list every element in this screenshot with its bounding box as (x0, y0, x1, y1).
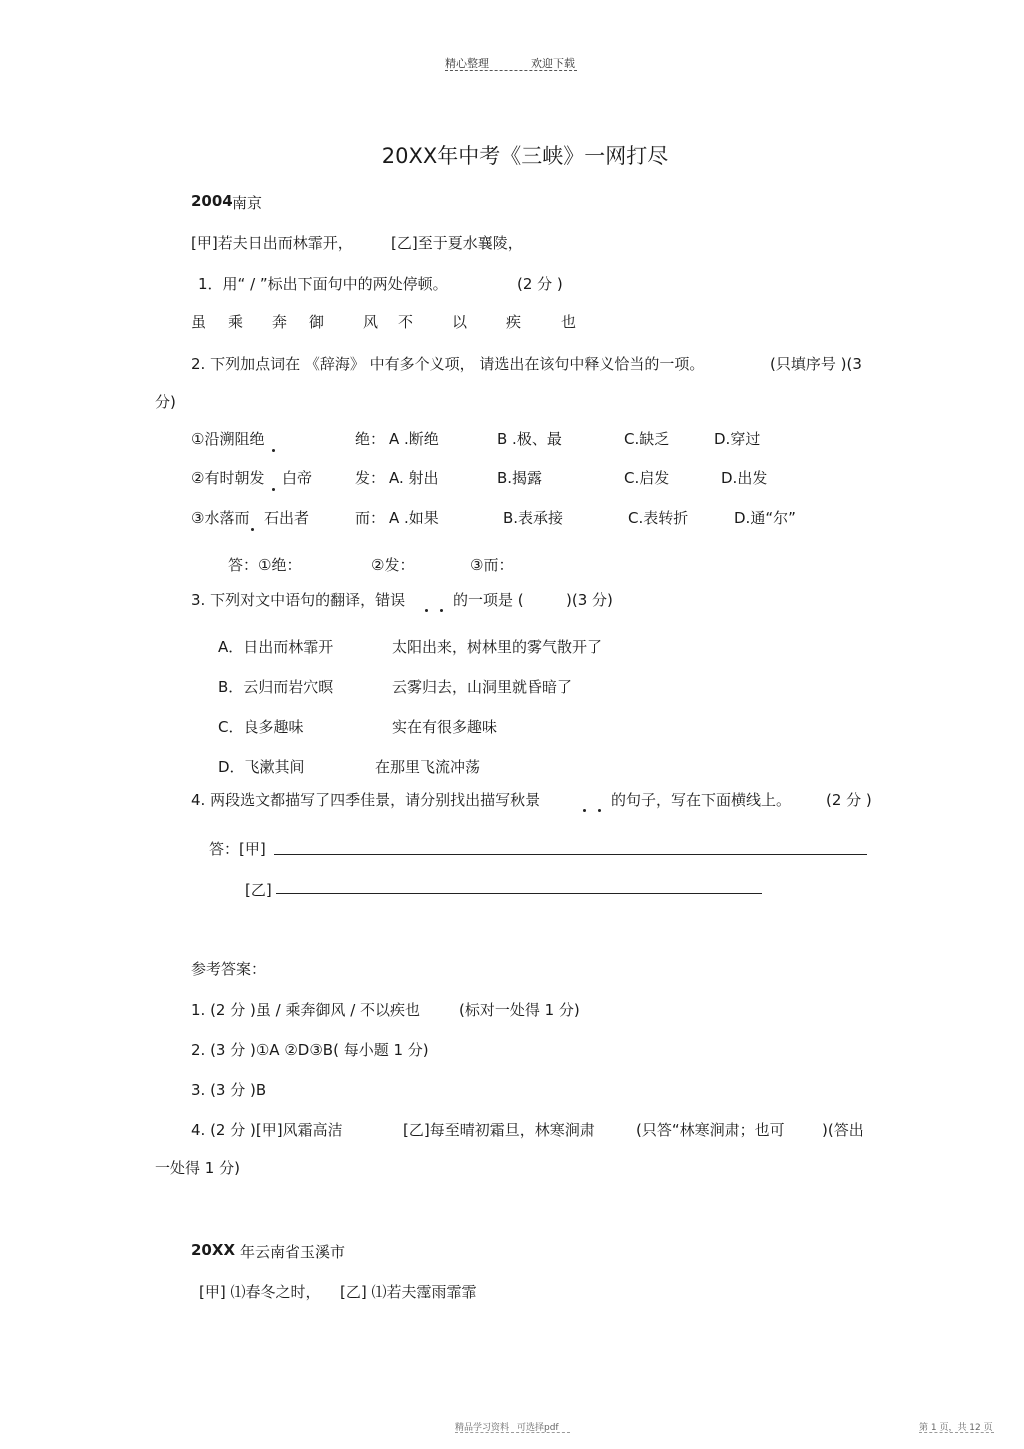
header-left: 精心整理 (445, 57, 489, 70)
q1-char: 乘 (228, 313, 244, 331)
page-title: 20XX年中考《三峡》一网打尽 (381, 144, 669, 168)
q2-row2-b: B.揭露 (497, 469, 543, 487)
header-divider (445, 70, 577, 71)
q4-text-cont: 的句子，写在下面横线上。 (611, 791, 792, 809)
section2-place: 年云南省玉溪市 (240, 1243, 346, 1261)
footer-left: 精品学习资料 (455, 1423, 510, 1433)
q2-row2-phrase: ②有时朝发 (191, 469, 265, 487)
emphasis-dot (598, 809, 601, 812)
emphasis-dot (440, 609, 443, 612)
answer-4-cont: 一处得 1 分) (155, 1159, 240, 1177)
q2-row3-b: B.表承接 (503, 509, 564, 527)
q2-row2-d: D.出发 (721, 469, 768, 487)
q4-answer-b-label: [乙] (245, 881, 272, 899)
answers-heading: 参考答案： (191, 960, 267, 978)
answer-1: 1. (2 分 )虽 / 乘奔御风 / 不以疾也 (191, 1001, 421, 1019)
emphasis-dot (425, 609, 428, 612)
q3-option-b-trans: 云雾归去，山洞里就昏暗了 (392, 678, 573, 696)
answer-4-d: )(答出 (822, 1121, 864, 1139)
q2-row2-phrase-cont: 白帝 (282, 469, 313, 487)
q1-char: 疾 (506, 313, 522, 331)
q2-row1-c: C.缺乏 (624, 430, 670, 448)
q3-option-c-trans: 实在有很多趣味 (392, 718, 498, 736)
q2-row1-b: B .极、最 (497, 430, 562, 448)
answer-line-a[interactable] (274, 854, 867, 855)
q4-score: (2 分 ) (826, 791, 872, 809)
q3-option-a: A．日出而林霏开 (218, 638, 334, 656)
answer-3: 3. (3 分 )B (191, 1081, 267, 1099)
footer-mid: 可选择pdf (517, 1423, 559, 1433)
q2-row1-a: A .断绝 (389, 430, 439, 448)
q3-option-d-trans: 在那里飞流冲荡 (375, 758, 481, 776)
emphasis-dot (251, 528, 254, 531)
q3-option-a-trans: 太阳出来，树林里的雾气散开了 (392, 638, 603, 656)
q2-row1-word: 绝： (355, 430, 386, 448)
q3-text-cont: 的一项是 ( (453, 591, 524, 609)
q1-char: 也 (561, 313, 577, 331)
answer-4-c: (只答“林寒涧肃；也可 (636, 1121, 785, 1139)
q2-row1-phrase: ①沿溯阻绝 (191, 430, 265, 448)
q3-score: )(3 分) (566, 591, 613, 609)
section2-year: 20XX (191, 1241, 236, 1259)
emphasis-dot (583, 809, 586, 812)
q1-char: 虽 (191, 313, 207, 331)
q1-text: 1．用“ / ”标出下面句中的两处停顿。 (198, 275, 448, 293)
q2-row3-phrase: ③水落而 (191, 509, 250, 527)
answer-1-note: (标对一处得 1 分) (459, 1001, 580, 1019)
section1-year: 2004 (191, 192, 233, 210)
answer-2: 2. (3 分 )①A ②D③B( 每小题 1 分) (191, 1041, 429, 1059)
q2-row2-word: 发： (355, 469, 386, 487)
emphasis-dot (272, 488, 275, 491)
q2-answer-3: ③而： (470, 556, 514, 574)
q2-answer-2: ②发： (371, 556, 415, 574)
q1-score: (2 分 ) (517, 275, 563, 293)
q2-row3-phrase-cont: 石出者 (264, 509, 310, 527)
q1-char: 不 (398, 313, 414, 331)
q3-option-c: C．良多趣味 (218, 718, 304, 736)
q3-option-b: B．云归而岩穴暝 (218, 678, 334, 696)
q4-text: 4. 两段选文都描写了四季佳景，请分别找出描写秋景 (191, 791, 541, 809)
footer-divider-right (919, 1432, 994, 1433)
header-right: 欢迎下载 (531, 57, 575, 70)
footer-page-number: 第 1 页，共 12 页 (919, 1423, 993, 1433)
section1-excerpt-b: [乙]至于夏水襄陵， (391, 234, 523, 252)
q2-row1-d: D.穿过 (714, 430, 761, 448)
q1-char: 御 (309, 313, 325, 331)
q2-text: 2. 下列加点词在 《辞海》 中有多个义项， 请选出在该句中释义恰当的一项。 (191, 355, 705, 373)
q2-tail: (只填序号 )(3 (770, 355, 862, 373)
q2-cont: 分) (155, 393, 176, 411)
q4-answer-label: 答：[甲] (209, 840, 266, 858)
answer-line-b[interactable] (276, 893, 762, 894)
q2-row3-a: A .如果 (389, 509, 439, 527)
section1-place: 南京 (232, 194, 263, 212)
q2-row2-a: A. 射出 (389, 469, 439, 487)
q2-row2-c: C.启发 (624, 469, 670, 487)
q3-option-d: D．飞漱其间 (218, 758, 305, 776)
q1-char: 以 (452, 313, 468, 331)
q2-row3-word: 而： (355, 509, 386, 527)
answer-4-b: [乙]每至晴初霜旦，林寒涧肃 (403, 1121, 595, 1139)
section1-excerpt-a: [甲]若夫日出而林霏开， (191, 234, 353, 252)
section2-excerpt-b: [乙] ⑴若夫霪雨霏霏 (340, 1283, 477, 1301)
q2-row3-c: C.表转折 (628, 509, 689, 527)
q2-answer-1: 答：①绝： (228, 556, 302, 574)
section2-excerpt-a: [甲] ⑴春冬之时， (199, 1283, 321, 1301)
q2-row3-d: D.通“尔” (734, 509, 796, 527)
q1-char: 风 (363, 313, 379, 331)
q3-text: 3. 下列对文中语句的翻译，错误 (191, 591, 406, 609)
footer-divider-left (455, 1432, 570, 1433)
answer-4: 4. (2 分 )[甲]风霜高洁 (191, 1121, 343, 1139)
emphasis-dot (272, 449, 275, 452)
q1-char: 奔 (272, 313, 288, 331)
